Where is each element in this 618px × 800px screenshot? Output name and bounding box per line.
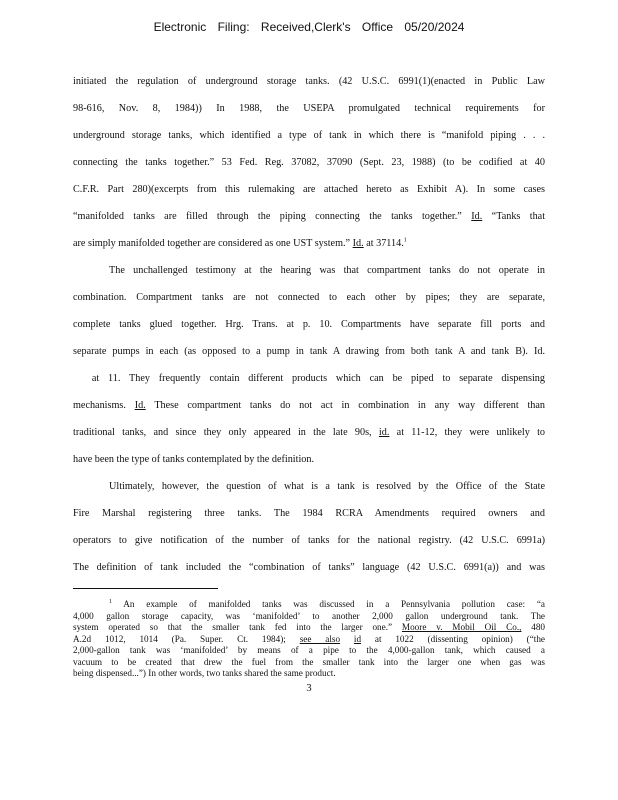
footnote-line: being dispensed...”) In other words, two tanks shared the same product. xyxy=(73,668,336,678)
footnote-number: 1 xyxy=(109,598,112,605)
footnote xyxy=(73,599,545,680)
body-line xyxy=(73,203,545,230)
body-line: combination. Compartment tanks are not connected to each other by pipes; they are separate, xyxy=(73,292,545,303)
id-citation: Id. xyxy=(471,211,483,222)
see-also-signal: see also xyxy=(299,633,341,644)
body-line: The unchallenged testimony at the hearing was that compartment tanks do not operate in xyxy=(109,265,545,276)
body-line-text: are simply manifolded together are considered as one UST system.” xyxy=(73,238,351,249)
body-line-text: at 11. They frequently contain different products which can be piped to separate dispensing xyxy=(91,373,545,384)
body-line: The definition of tank included the “combination of tanks” language (42 U.S.C. 6991(a)) and was xyxy=(73,562,545,573)
body-line-text: mechanisms. xyxy=(73,400,126,411)
body-line: underground storage tanks, which identified a type of tank in which there is “manifold piping . . . xyxy=(73,130,545,141)
footnote-line: vacuum to be created that drew the fuel from the smaller tank into the larger one when gas was xyxy=(73,656,545,667)
body-line: Fire Marshal registering three tanks. The 1984 RCRA Amendments required owners and xyxy=(73,508,545,519)
body-line-text: traditional tanks, and since they only appeared in the late 90s, xyxy=(73,427,372,438)
footnote-line xyxy=(73,599,545,611)
filing-header: Electronic Filing: Received,Clerk's Office 05/20/2024 xyxy=(153,20,465,34)
footnote-text: A.2d 1012, 1014 (Pa. Super. Ct. 1984); xyxy=(73,633,286,644)
body-line xyxy=(73,419,545,446)
body-line-text: “manifolded tanks are filled through the piping connecting the tanks together.” xyxy=(73,211,462,222)
footnote-line: 2,000-gallon tank was ‘manifolded’ by means of a pipe to the 4,000-gallon tank, which caused a xyxy=(73,645,545,655)
footnote-text: 480 xyxy=(531,622,546,632)
body-line xyxy=(73,392,545,419)
body-line: Ultimately, however, the question of what is a tank is resolved by the Office of the State xyxy=(109,481,545,492)
footnote-text: system operated so that the smaller tank fed into the larger one.” xyxy=(73,622,393,632)
body-line xyxy=(73,230,545,257)
body-line-text: at 11-12, they were unlikely to xyxy=(396,427,546,438)
body-line: complete tanks glued together. Hrg. Trans. at p. 10. Compartments have separate fill ports and xyxy=(73,319,545,330)
id-citation: id xyxy=(353,633,362,644)
page-number: 3 xyxy=(306,683,312,694)
footnote-text: An example of manifolded tanks was discussed in a Pennsylvania pollution case: “a xyxy=(123,599,545,609)
footnote-line: 4,000 gallon storage capacity, was ‘manifolded’ to another 2,000 gallon underground tank. The xyxy=(73,610,545,621)
footnote-ref: 1 xyxy=(403,237,407,244)
body-line-text: These compartment tanks do not act in combination in any way different than xyxy=(154,400,545,411)
id-citation: Id. xyxy=(134,400,146,411)
body-text xyxy=(73,68,545,581)
footnote-text: at 1022 (dissenting opinion) (“the xyxy=(374,633,546,644)
body-line: connecting the tanks together.” 53 Fed. Reg. 37082, 37090 (Sept. 23, 1988) (to be codified at 40 xyxy=(73,157,545,168)
footnote-divider xyxy=(73,588,218,589)
quote-start: “Tanks that xyxy=(491,211,546,222)
body-line: operators to give notification of the number of tanks for the national registry. (42 U.S.C. 6991a) xyxy=(73,535,545,546)
body-line xyxy=(73,365,545,392)
body-line: C.F.R. Part 280)(excerpts from this rulemaking are attached hereto as Exhibit A). In some cases xyxy=(73,184,545,195)
footnote-line xyxy=(73,634,545,646)
body-line: have been the type of tanks contemplated by the definition. xyxy=(73,454,315,465)
pin-cite: at 37114. xyxy=(366,238,404,249)
body-line: 98-616, Nov. 8, 1984)) In 1988, the USEPA promulgated technical requirements for xyxy=(73,103,545,114)
case-name: Moore v. Mobil Oil Co., xyxy=(401,622,522,632)
body-line: initiated the regulation of underground storage tanks. (42 U.S.C. 6991(1)(enacted in Public Law xyxy=(73,76,545,87)
id-citation: id. xyxy=(378,427,390,438)
footnote-line xyxy=(73,622,545,634)
id-citation: Id. xyxy=(352,238,364,249)
body-line: separate pumps in each (as opposed to a pump in tank A drawing from both tank A and tank B). Id. xyxy=(73,346,545,357)
